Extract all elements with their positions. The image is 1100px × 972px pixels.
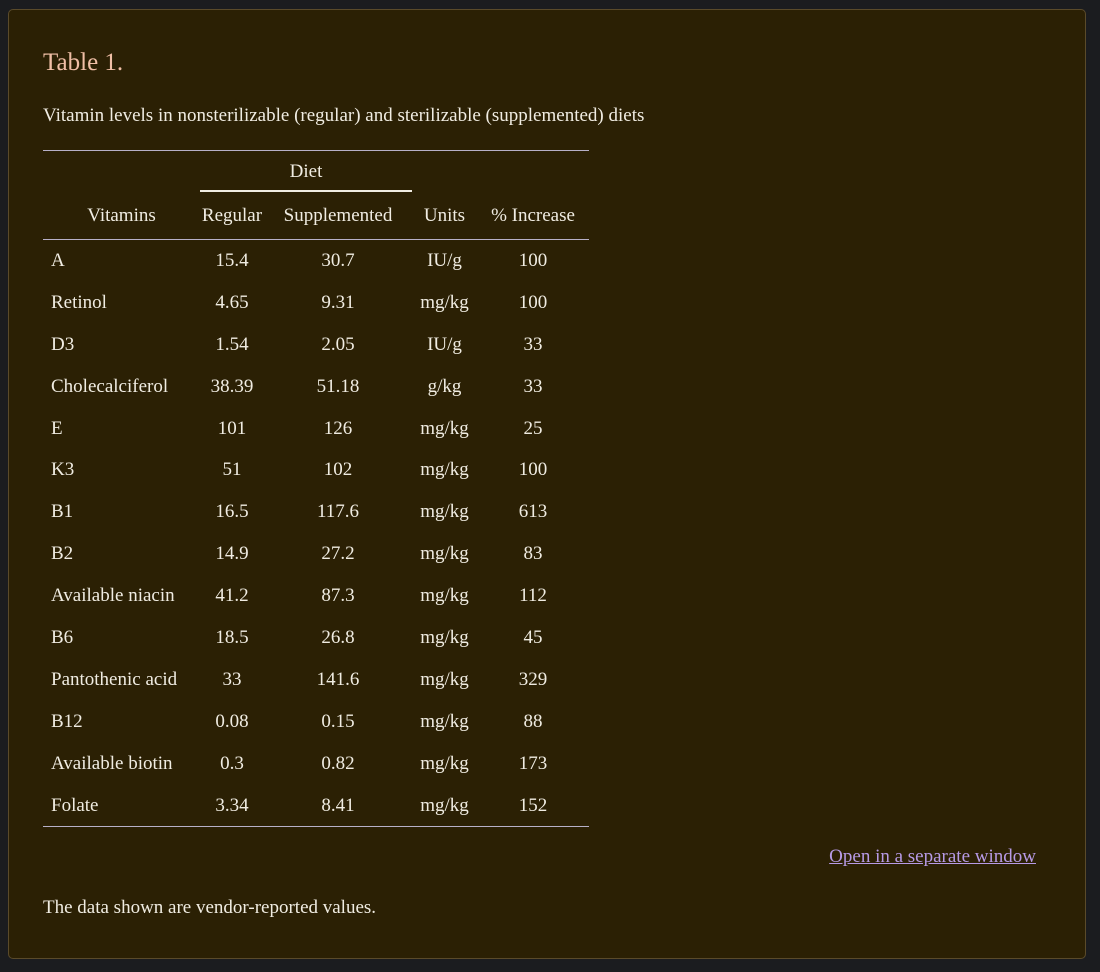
- increase-value: 25: [523, 417, 543, 439]
- regular-value: 3.34: [200, 785, 264, 827]
- vitamin-name: B2: [51, 543, 74, 565]
- units-value: mg/kg: [420, 710, 469, 732]
- table-row: [43, 491, 589, 533]
- regular-value: 51: [222, 459, 242, 481]
- units-value: mg/kg: [420, 668, 469, 690]
- column-header-row: [43, 193, 589, 240]
- units-value: mg/kg: [420, 417, 469, 439]
- table-row: [43, 282, 589, 324]
- table-row: [43, 785, 589, 827]
- vitamin-table-container: [43, 150, 589, 827]
- increase-value: 112: [519, 585, 547, 607]
- increase-value: 100: [518, 291, 548, 313]
- table-row: [43, 408, 589, 450]
- supplemented-value: 26.8: [321, 626, 355, 648]
- column-header-units: Units: [412, 193, 477, 240]
- vitamin-name: K3: [51, 459, 75, 481]
- regular-value: 0.3: [220, 752, 244, 774]
- supplemented-value: 30.7: [321, 249, 355, 271]
- vitamin-name: Available niacin: [51, 585, 175, 607]
- column-header-vitamins: Vitamins: [43, 193, 200, 240]
- increase-value: 33: [523, 333, 543, 355]
- table-row: [43, 575, 589, 617]
- units-value: mg/kg: [420, 585, 469, 607]
- vitamin-name: B12: [51, 710, 83, 732]
- supplemented-value: 0.15: [321, 710, 355, 732]
- table-footnote: The data shown are vendor-reported values.: [43, 897, 377, 918]
- increase-value: 100: [518, 459, 548, 481]
- vitamin-name: Retinol: [51, 291, 107, 313]
- regular-value: 15.4: [215, 249, 249, 271]
- vitamin-name: E: [51, 417, 63, 439]
- increase-value: 613: [518, 501, 548, 523]
- vitamin-table: [43, 150, 589, 827]
- regular-value: 38.39: [210, 375, 254, 397]
- table-row: [43, 617, 589, 659]
- regular-value: 16.5: [215, 501, 249, 523]
- supplemented-value: 27.2: [321, 543, 355, 565]
- supplemented-value: 117.6: [316, 501, 360, 523]
- table-panel: [8, 9, 1086, 959]
- increase-value: 88: [523, 710, 543, 732]
- table-row: [43, 240, 589, 282]
- regular-value: 41.2: [215, 585, 249, 607]
- units-value: IU/g: [427, 333, 462, 355]
- column-header-increase: % Increase: [477, 193, 589, 240]
- supplemented-value: 51.18: [316, 375, 360, 397]
- increase-value: 83: [523, 543, 543, 565]
- supplemented-value: 8.41: [264, 785, 412, 827]
- regular-value: 14.9: [215, 543, 249, 565]
- increase-value: 100: [518, 249, 548, 271]
- units-value: mg/kg: [420, 626, 469, 648]
- units-value: mg/kg: [420, 291, 469, 313]
- table-row: [43, 324, 589, 366]
- table-caption: Vitamin levels in nonsterilizable (regular) and sterilizable (supplemented) diets: [43, 105, 645, 126]
- units-value: mg/kg: [420, 543, 469, 565]
- regular-value: 33: [222, 668, 242, 690]
- increase-value: 173: [518, 752, 548, 774]
- units-value: mg/kg: [420, 752, 469, 774]
- diet-group-rule: [200, 190, 412, 192]
- supplemented-value: 102: [323, 459, 353, 481]
- table-row: [43, 659, 589, 701]
- table-row: [43, 366, 589, 408]
- increase-value: 329: [518, 668, 548, 690]
- table-row: [43, 449, 589, 491]
- regular-value: 1.54: [215, 333, 249, 355]
- group-header-row: [43, 151, 589, 194]
- table-row: [43, 701, 589, 743]
- supplemented-value: 87.3: [321, 585, 355, 607]
- units-value: mg/kg: [412, 785, 477, 827]
- vitamin-name: B6: [51, 626, 74, 648]
- units-value: mg/kg: [420, 459, 469, 481]
- column-header-supplemented: Supplemented: [264, 193, 412, 240]
- open-in-separate-window-link[interactable]: Open in a separate window: [829, 846, 1036, 867]
- regular-value: 4.65: [215, 291, 249, 313]
- vitamin-name: A: [51, 249, 65, 271]
- units-value: IU/g: [427, 249, 462, 271]
- units-value: g/kg: [427, 375, 462, 397]
- supplemented-value: 141.6: [316, 668, 360, 690]
- increase-value: 45: [523, 626, 543, 648]
- increase-value: 152: [477, 785, 589, 827]
- supplemented-value: 9.31: [321, 291, 355, 313]
- vitamin-name: D3: [51, 333, 75, 355]
- table-title: Table 1.: [43, 49, 124, 76]
- units-value: mg/kg: [420, 501, 469, 523]
- regular-value: 18.5: [215, 626, 249, 648]
- table-row: [43, 743, 589, 785]
- regular-value: 101: [217, 417, 247, 439]
- supplemented-value: 0.82: [321, 752, 355, 774]
- supplemented-value: 2.05: [321, 333, 355, 355]
- table-row: [43, 533, 589, 575]
- vitamin-name: Folate: [43, 785, 200, 827]
- diet-group-header: Diet: [200, 151, 412, 194]
- increase-value: 33: [523, 375, 543, 397]
- supplemented-value: 126: [323, 417, 353, 439]
- vitamin-name: Pantothenic acid: [51, 668, 178, 690]
- regular-value: 0.08: [215, 710, 249, 732]
- vitamin-name: Cholecalciferol: [51, 375, 169, 397]
- vitamin-name: B1: [51, 501, 74, 523]
- vitamin-name: Available biotin: [51, 752, 173, 774]
- column-header-regular: Regular: [200, 193, 264, 240]
